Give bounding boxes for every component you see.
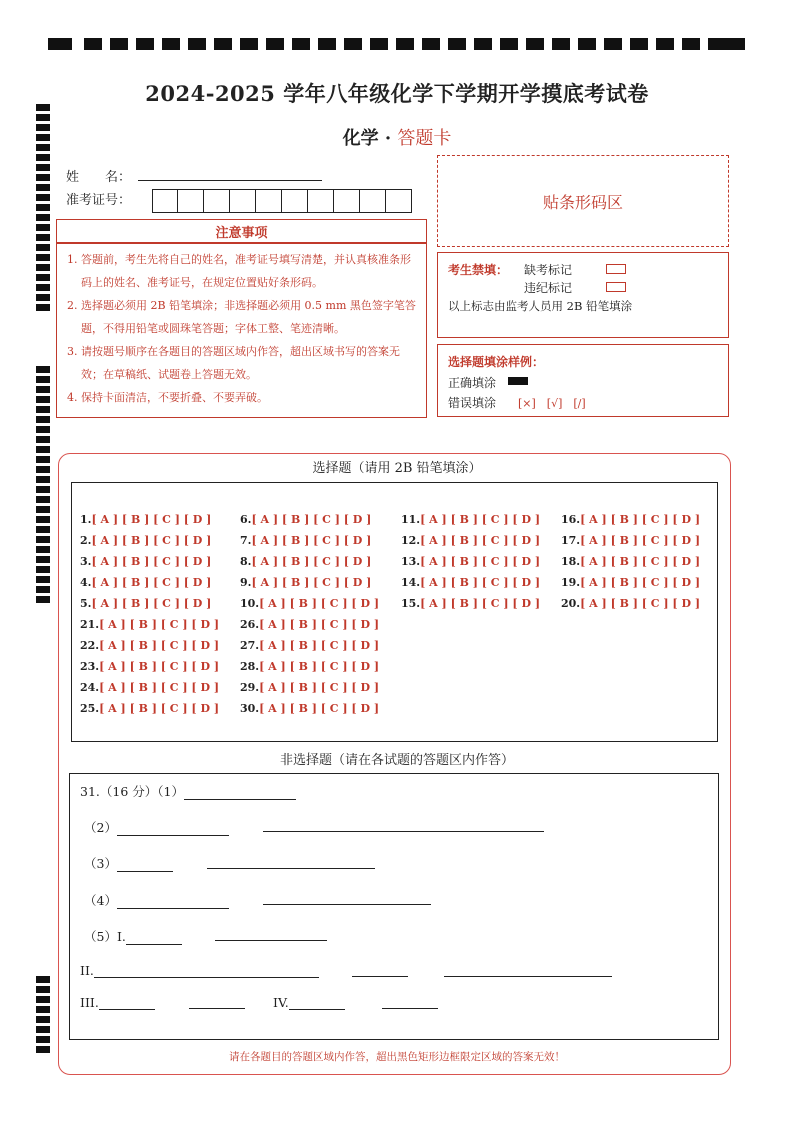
exam-id-grid[interactable] [152,189,412,213]
mcq-row[interactable]: 23.[ A ] [ B ] [ C ] [ D ] [80,660,220,673]
wrong-label: 错误填涂 [448,396,497,410]
note-item: 4. 保持卡面清洁，不要折叠、不要弄破。 [67,391,268,404]
answer-blank[interactable] [94,965,319,978]
mcq-row[interactable]: 26.[ A ] [ B ] [ C ] [ D ] [240,618,380,631]
mcq-row[interactable]: 2.[ A ] [ B ] [ C ] [ D ] [80,534,212,547]
barcode-area [437,155,729,247]
note-item: 3. 请按题号顺序在各题目的答题区域内作答，超出区域书写的答案无效；在草稿纸、试题卷上答题无效。 [67,345,400,381]
mcq-row[interactable]: 19.[ A ] [ B ] [ C ] [ D ] [561,576,701,589]
correct-fill-sample [508,377,528,385]
subject-suffix: 答题卡 [397,128,452,149]
subject-prefix: 化学 · [342,128,398,149]
forbidden-box [437,252,729,338]
answer-blank[interactable] [382,1008,438,1009]
exam-title: 2024-2025 学年八年级化学下学期开学摸底考试卷 [145,81,649,106]
mcq-row[interactable]: 1.[ A ] [ B ] [ C ] [ D ] [80,513,212,526]
sample-title: 选择题填涂样例： [448,355,545,369]
correct-label: 正确填涂 [448,376,497,390]
mcq-column-3 [401,513,540,618]
mcq-row[interactable]: 28.[ A ] [ B ] [ C ] [ D ] [240,660,380,673]
answer-blank[interactable] [352,976,408,977]
notes-box [56,243,427,418]
violation-label: 违纪标记 [524,281,573,295]
q31-part2: （2） [84,818,229,836]
mcq-box [71,482,718,742]
q31-part-iv: IV. [273,995,345,1010]
sample-box [437,344,729,417]
mcq-row[interactable]: 5.[ A ] [ B ] [ C ] [ D ] [80,597,212,610]
forbidden-title: 考生禁填： [448,263,509,277]
q31-part4: （4） [84,891,229,909]
q31-part-ii: II. [80,963,319,978]
mcq-row[interactable]: 22.[ A ] [ B ] [ C ] [ D ] [80,639,220,652]
mcq-row[interactable]: 12.[ A ] [ B ] [ C ] [ D ] [401,534,541,547]
q31-part5: （5）I. [84,927,182,945]
answer-blank[interactable] [117,859,173,872]
absent-checkbox[interactable] [606,264,626,274]
nonmcq-section-title: 非选择题（请在各试题的答题区内作答） [279,753,514,768]
q31-part3: （3） [84,854,173,872]
mcq-column-2 [240,513,379,723]
mcq-row[interactable]: 9.[ A ] [ B ] [ C ] [ D ] [240,576,372,589]
name-label: 姓 名： [66,170,132,185]
mcq-row[interactable]: 7.[ A ] [ B ] [ C ] [ D ] [240,534,372,547]
mcq-row[interactable]: 15.[ A ] [ B ] [ C ] [ D ] [401,597,541,610]
answer-blank[interactable] [126,932,182,945]
q31-part-iii: III. [80,995,155,1010]
mcq-row[interactable]: 17.[ A ] [ B ] [ C ] [ D ] [561,534,701,547]
mcq-row[interactable]: 13.[ A ] [ B ] [ C ] [ D ] [401,555,541,568]
answer-blank[interactable] [99,997,155,1010]
notes-list [59,248,420,409]
mcq-row[interactable]: 10.[ A ] [ B ] [ C ] [ D ] [240,597,380,610]
note-item: 2. 选择题必须用 2B 铅笔填涂；非选择题必须用 0.5 mm 黑色签字笔答题，不得用铅笔或圆珠笔答题；字体工整、笔迹清晰。 [67,299,416,335]
subject-title [0,124,794,150]
answer-blank[interactable] [207,868,375,869]
mcq-row[interactable]: 21.[ A ] [ B ] [ C ] [ D ] [80,618,220,631]
timing-marks-top [48,38,745,50]
answer-blank[interactable] [263,904,431,905]
answer-blank[interactable] [184,787,296,800]
mcq-row[interactable]: 14.[ A ] [ B ] [ C ] [ D ] [401,576,541,589]
exam-id-label: 准考证号： [66,193,132,208]
forbidden-note: 以上标志由监考人员用 2B 铅笔填涂 [448,299,633,313]
notes-header [56,219,427,243]
mcq-row[interactable]: 27.[ A ] [ B ] [ C ] [ D ] [240,639,380,652]
violation-checkbox[interactable] [606,282,626,292]
answer-blank[interactable] [263,831,544,832]
answer-blank[interactable] [289,997,345,1010]
mcq-row[interactable]: 30.[ A ] [ B ] [ C ] [ D ] [240,702,380,715]
absent-label: 缺考标记 [524,263,573,277]
answer-blank[interactable] [444,976,612,977]
mcq-column-4 [561,513,700,618]
q31-line1: 31.（16 分）（1） [80,782,296,800]
mcq-row[interactable]: 29.[ A ] [ B ] [ C ] [ D ] [240,681,380,694]
note-item: 1. 答题前，考生先将自己的姓名，准考证号填写清楚，并认真核准条形码上的姓名、准考证号，在规定位置贴好条形码。 [67,253,411,289]
answer-blank[interactable] [215,940,327,941]
mcq-row[interactable]: 3.[ A ] [ B ] [ C ] [ D ] [80,555,212,568]
wrong-marks: [×] [√] [/] [518,397,586,410]
mcq-row[interactable]: 16.[ A ] [ B ] [ C ] [ D ] [561,513,701,526]
notes-title: 注意事项 [215,225,268,241]
mcq-row[interactable]: 4.[ A ] [ B ] [ C ] [ D ] [80,576,212,589]
name-field[interactable] [138,180,322,181]
mcq-row[interactable]: 25.[ A ] [ B ] [ C ] [ D ] [80,702,220,715]
nonmcq-box [69,773,719,1040]
mcq-row[interactable]: 11.[ A ] [ B ] [ C ] [ D ] [401,513,541,526]
mcq-row[interactable]: 6.[ A ] [ B ] [ C ] [ D ] [240,513,372,526]
footer-warning: 请在各题目的答题区域内作答，超出黑色矩形边框限定区域的答案无效！ [229,1051,565,1063]
mcq-row[interactable]: 8.[ A ] [ B ] [ C ] [ D ] [240,555,372,568]
mcq-column-1 [80,513,219,723]
answer-blank[interactable] [117,823,229,836]
mcq-section-title: 选择题（请用 2B 铅笔填涂） [312,461,482,476]
barcode-label: 贴条形码区 [542,192,623,212]
mcq-row[interactable]: 18.[ A ] [ B ] [ C ] [ D ] [561,555,701,568]
mcq-row[interactable]: 20.[ A ] [ B ] [ C ] [ D ] [561,597,701,610]
answer-blank[interactable] [117,896,229,909]
answer-blank[interactable] [189,1008,245,1009]
mcq-row[interactable]: 24.[ A ] [ B ] [ C ] [ D ] [80,681,220,694]
